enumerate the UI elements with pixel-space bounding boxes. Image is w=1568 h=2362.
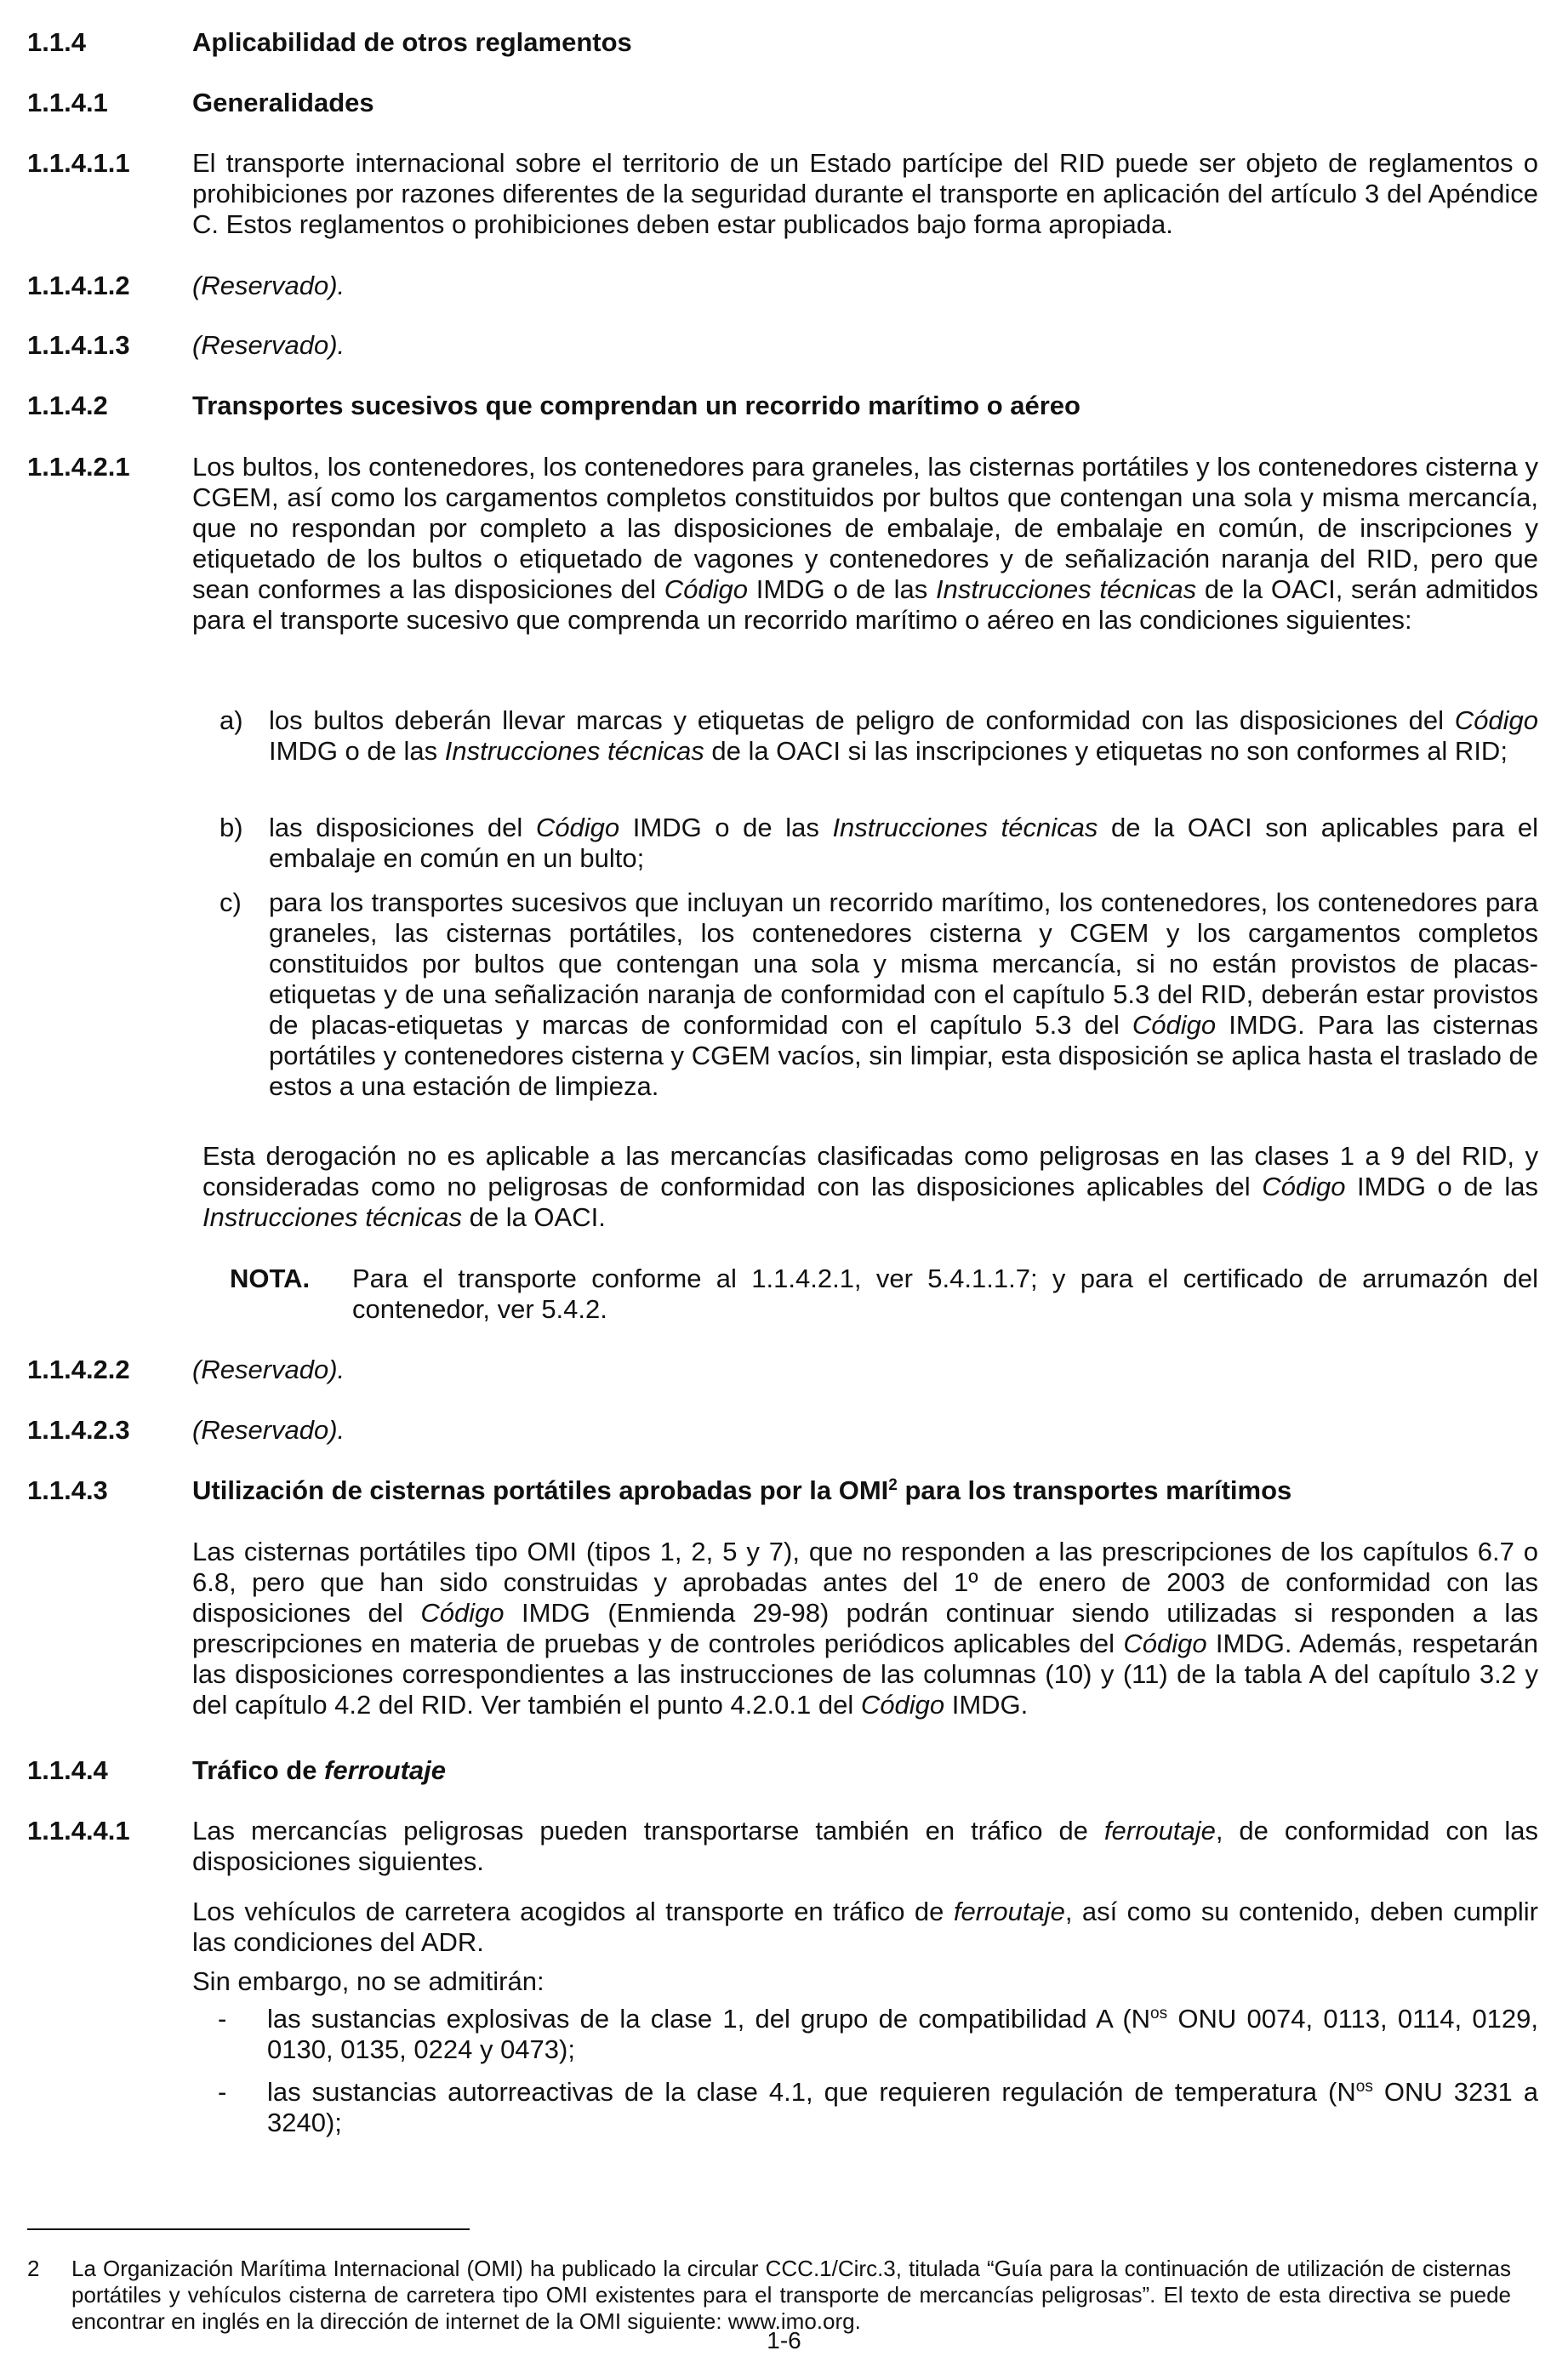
section-number: 1.1.4.4.1 (27, 1816, 130, 1846)
footnote-separator (27, 2228, 470, 2230)
footnote-number: 2 (27, 2256, 40, 2281)
section-title: Aplicabilidad de otros reglamentos (192, 27, 632, 57)
section-number: 1.1.4.2.1 (27, 452, 130, 482)
section-title: Generalidades (192, 88, 374, 117)
reserved-text: (Reservado). (192, 271, 345, 300)
section-number: 1.1.4.1.3 (27, 330, 130, 360)
section-number: 1.1.4.1.2 (27, 271, 130, 300)
section-number: 1.1.4.1.1 (27, 148, 130, 178)
section-number: 1.1.4.2 (27, 391, 108, 420)
footnote-ref: 2 (888, 1476, 898, 1494)
list-marker: c) (220, 887, 242, 917)
list-text: las disposiciones del Código IMDG o de las Instrucciones técnicas de la OACI son aplicables para el embalaje en común en un bulto; (269, 813, 1538, 873)
footnote-text: La Organización Marítima Internacional (OMI) ha publicado la circular CCC.1/Circ.3, titulada “Guía para la continuación de utilización de cisternas portátiles y vehículos cisterna de carretera tipo OMI existentes para el transporte de mercancías peligrosas”. El texto de esta directiva se puede encontrar en inglés en la dirección de internet de la OMI siguiente: www.imo.org. (71, 2256, 1511, 2334)
paragraph: Los bultos, los contenedores, los contenedores para graneles, las cisternas portátiles y los contenedores cisterna y CGEM, así como los cargamentos completos constituidos por bultos que contengan una sola y misma mercancía, que no respondan por completo a las disposiciones de embalaje, de embalaje en común, de inscripciones y etiquetado de los bultos o etiquetado de vagones y contenedores y de señalización naranja del RID, pero que sean conformes a las disposiciones del Código IMDG o de las Instrucciones técnicas de la OACI, serán admitidos para el transporte sucesivo que comprenda un recorrido marítimo o aéreo en las condiciones siguientes: (192, 452, 1539, 635)
section-number: 1.1.4.2.2 (27, 1355, 130, 1384)
section-title: Tráfico de ferroutaje (192, 1755, 447, 1785)
list-text: los bultos deberán llevar marcas y etiquetas de peligro de conformidad con las disposiciones del Código IMDG o de las Instrucciones técnicas de la OACI si las inscripciones y etiquetas no son conformes al RID; (269, 705, 1538, 766)
dash-marker: - (218, 2077, 227, 2107)
note-text: Para el transporte conforme al 1.1.4.2.1, ver 5.4.1.1.7; y para el certificado de arrumazón del contenedor, ver 5.4.2. (352, 1264, 1538, 1324)
paragraph: El transporte internacional sobre el territorio de un Estado partícipe del RID puede ser objeto de reglamentos o prohibiciones por razones diferentes de la seguridad durante el transporte en aplicación del artículo 3 del Apéndice C. Estos reglamentos o prohibiciones deben estar publicados bajo forma apropiada. (192, 148, 1538, 239)
section-title: Transportes sucesivos que comprendan un recorrido marítimo o aéreo (192, 391, 1080, 420)
paragraph: Las mercancías peligrosas pueden transportarse también en tráfico de ferroutaje, de conformidad con las disposiciones siguientes. (192, 1816, 1538, 1876)
reserved-text: (Reservado). (192, 1355, 345, 1384)
list-marker: a) (220, 705, 243, 735)
page-number: 1-6 (767, 2327, 801, 2353)
reserved-text: (Reservado). (192, 330, 345, 360)
section-number: 1.1.4.3 (27, 1475, 108, 1505)
section-number: 1.1.4.1 (27, 88, 108, 117)
reserved-text: (Reservado). (192, 1415, 345, 1445)
note-label: NOTA. (230, 1264, 311, 1293)
section-title: Utilización de cisternas portátiles aprobadas por la OMI$^2$ para los transportes marítimos (192, 1475, 1292, 1505)
section-number: 1.1.4 (27, 27, 86, 57)
dash-text: las sustancias explosivas de la clase 1, del grupo de compatibilidad A ($N^{os}$ ONU 0074, 0113, 0114, 0129, 0130, 0135, 0224 y 0473); (267, 2004, 1538, 2064)
list-text: para los transportes sucesivos que incluyan un recorrido marítimo, los contenedores, los contenedores para graneles, las cisternas portátiles, los contenedores cisterna y CGEM y los cargamentos completos constituidos por bultos que contengan una sola y misma mercancía, si no están provistos de placas-etiquetas y de una señalización naranja de conformidad con el capítulo 5.3 del RID, deberán estar provistos de placas-etiquetas y marcas de conformidad con el capítulo 5.3 del Código IMDG. Para las cisternas portátiles y contenedores cisterna y CGEM vacíos, sin limpiar, esta disposición se aplica hasta el traslado de estos a una estación de limpieza. (269, 887, 1538, 1101)
section-number: 1.1.4.4 (27, 1755, 108, 1785)
list-marker: b) (220, 813, 243, 842)
dash-marker: - (218, 2004, 227, 2034)
section-number: 1.1.4.2.3 (27, 1415, 130, 1445)
document-page: 1.1.4 Aplicabilidad de otros reglamentos 1.1.4.1 Generalidades 1.1.4.1.1 El transporte internacional sobre el territorio de un Estado partícipe del RID puede ser objeto de reglamentos o prohibiciones por razones diferentes de la seguridad durante el transporte en aplicación del artículo 3 del Apéndice C. Estos reglamentos o prohibiciones deben estar publicados bajo forma apropiada. 1.1.4.1.2 (Reservado). 1.1.4.1.3 (Reservado). 1.1.4.2 Transportes sucesivos que comprendan un recorrido marítimo o aéreo 1.1.4.2.1 Los bultos, los contenedores, los contenedores para graneles, las cisternas portátiles y los contenedores cisterna y CGEM, así como los cargamentos completos constituidos por bultos que contengan una sola y misma mercancía, que no respondan por completo a las disposiciones de embalaje, de embalaje en común, de inscripciones y etiquetado de los bultos o etiquetado de vagones y contenedores y de señalización naranja del RID, pero que sean conformes a las disposiciones del Código IMDG o de las Instrucciones técnicas de la OACI, serán admitidos para el transporte sucesivo que comprenda un recorrido marítimo o aéreo en las condiciones siguientes: a) los bultos deberán llevar marcas y etiquetas de peligro de conformidad con las disposiciones del Código IMDG o de las Instrucciones técnicas de la OACI si las inscripciones y etiquetas no son conformes al RID; b) las disposiciones del Código IMDG o de las Instrucciones técnicas de la OACI son aplicables para el embalaje en común en un bulto; c) para los transportes sucesivos que incluyan un recorrido marítimo, los contenedores, los contenedores para graneles, las cisternas portátiles, los contenedores cisterna y CGEM y los cargamentos completos constituidos por bultos que contengan una sola y misma mercancía, si no están provistos de placas-etiquetas y de una señalización naranja de conformidad con el capítulo 5.3 del RID, deberán estar provistos de placas-etiquetas y marcas de conformidad con el capítulo 5.3 del Código IMDG. Para las cisternas portátiles y contenedores cisterna y CGEM vacíos, sin limpiar, esta disposición se aplica hasta el traslado de estos a una estación de limpieza. Esta derogación no es aplicable a las mercancías clasificadas como peligrosas en las clases 1 a 9 del RID, y consideradas como no peligrosas de conformidad con las disposiciones aplicables del Código IMDG o de las Instrucciones técnicas de la OACI. NOTA. Para el transporte conforme al 1.1.4.2.1, ver 5.4.1.1.7; y para el certificado de arrumazón del contenedor, ver 5.4.2. 1.1.4.2.2 (Reservado). 1.1.4.2.3 (Reservado). 1.1.4.3 Utilización de cisternas portátiles aprobadas por la OMI$^2$ para los transportes marítimos Las cisternas portátiles tipo OMI (tipos 1, 2, 5 y 7), que no responden a las prescripciones de los capítulos 6.7 o 6.8, pero que han sido construidas y aprobadas antes del 1º de enero de 2003 de conformidad con las disposiciones del Código IMDG (Enmienda 29-98) podrán continuar siendo utilizadas si responden a las prescripciones en materia de pruebas y de controles periódicos aplicables del Código IMDG. Además, respetarán las disposiciones correspondientes a las instrucciones de las columnas (10) y (11) de la tabla A del capítulo 3.2 y del capítulo 4.2 del RID. Ver también el punto 4.2.0.1 del Código IMDG. 1.1.4.4 Tráfico de ferroutaje 1.1.4.4.1 Las mercancías peligrosas pueden transportarse también en tráfico de ferroutaje, de conformidad con las disposiciones siguientes. Los vehículos de carretera acogidos al transporte en tráfico de ferroutaje, así como su contenido, deben cumplir las condiciones del ADR. Sin embargo, no se admitirán: - las sustancias explosivas de la clase 1, del grupo de compatibilidad A ($N^{os}$ ONU 0074, 0113, 0114, 0129, 0130, 0135, 0224 y 0473); - las sustancias autorreactivas de la clase 4.1, que requieren regulación de temperatura ($N^{os}$ ONU 3231 a 3240); 2 La Organización Marítima Internacional (OMI) ha publicado la circular CCC.1/Circ.3, titulada “Guía para la continuación de utilización de cisternas portátiles y vehículos cisterna de carretera tipo OMI existentes para el transporte de mercancías peligrosas”. El texto de esta directiva se puede encontrar en inglés en la dirección de internet de la OMI siguiente: www.imo.org. 1-6 (0, 0, 1568, 2362)
dash-text: las sustancias autorreactivas de la clase 4.1, que requieren regulación de temperatura ($N^{os}$ ONU 3231 a 3240); (267, 2077, 1538, 2137)
